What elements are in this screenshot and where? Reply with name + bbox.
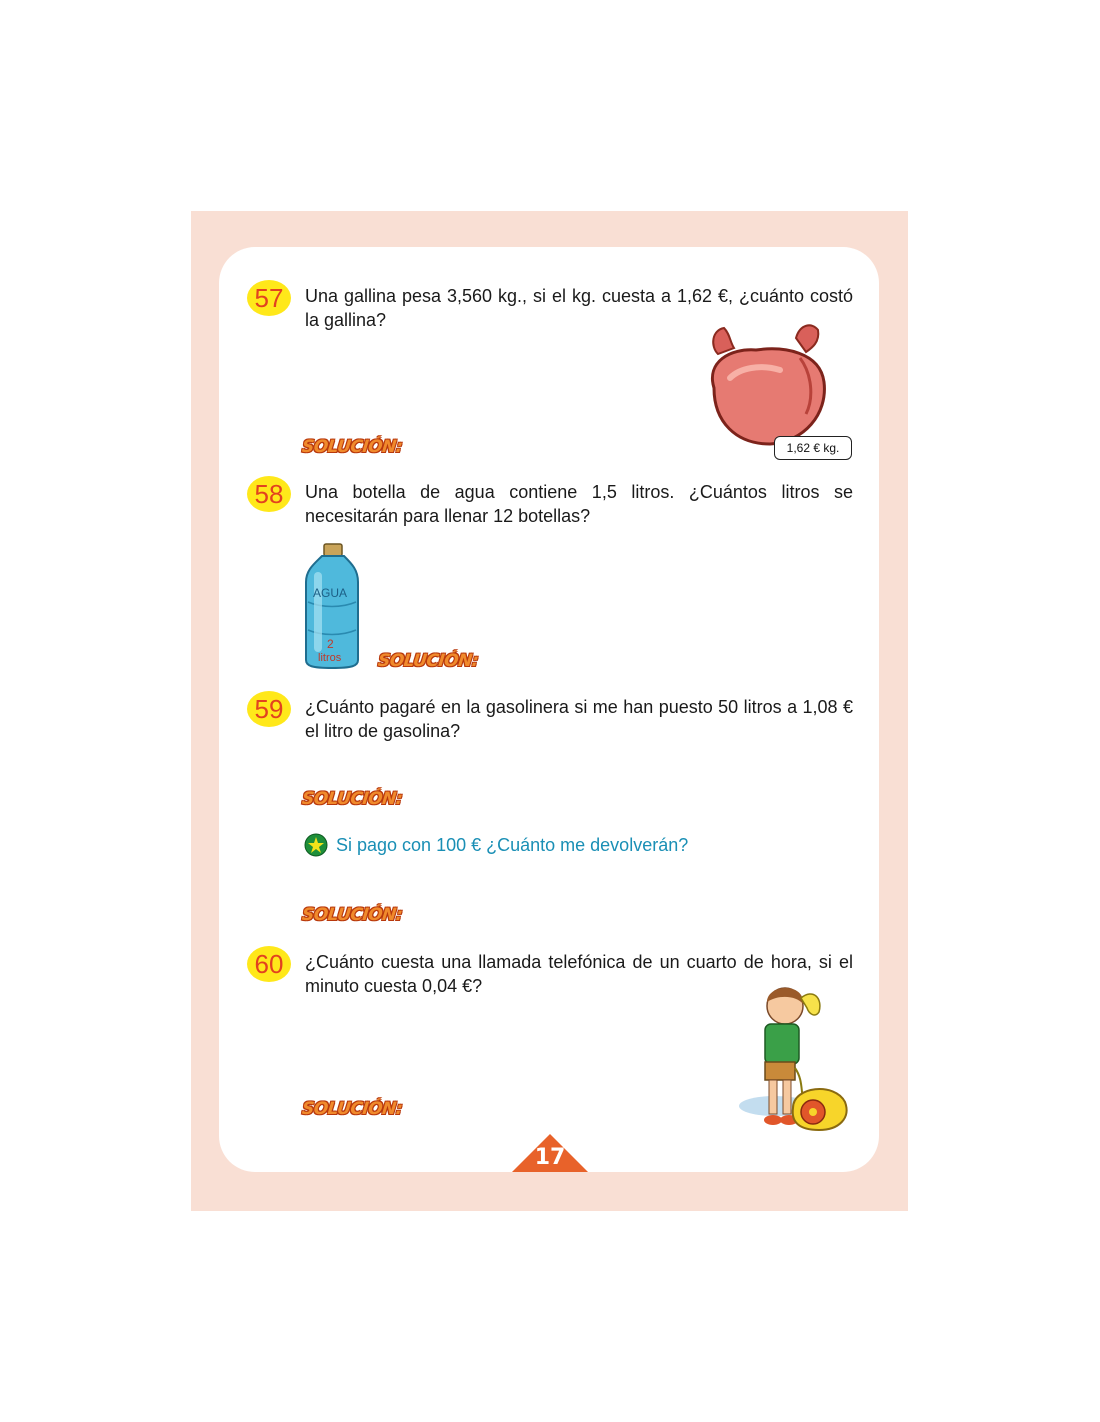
- bottle-size: 2: [327, 637, 334, 651]
- price-tag: 1,62 € kg.: [774, 436, 852, 460]
- boy-on-phone-illustration: [735, 978, 855, 1136]
- extra-question-text: Si pago con 100 € ¿Cuánto me devolverán?: [336, 834, 689, 855]
- problem-57-number: 57: [247, 280, 291, 316]
- page-number: 17: [534, 1145, 566, 1170]
- chicken-illustration: [700, 318, 832, 450]
- bottle-label: AGUA: [313, 586, 348, 600]
- problem-58-solution-label: SOLUCIÓN:: [376, 651, 480, 671]
- problem-60-number: 60: [247, 946, 291, 982]
- problem-59-extra-question: [304, 833, 688, 857]
- problem-57-solution-label: SOLUCIÓN:: [300, 437, 404, 457]
- problem-59-solution-label: SOLUCIÓN:: [300, 789, 404, 809]
- problem-59-extra-solution-label: SOLUCIÓN:: [300, 905, 404, 925]
- green-star-bullet-icon: [304, 833, 328, 857]
- problem-58-number: 58: [247, 476, 291, 512]
- problem-60-solution-label: SOLUCIÓN:: [300, 1099, 404, 1119]
- problem-57-text: Una gallina pesa 3,560 kg., si el kg. cuesta a 1,62 €, ¿cuánto costó la gallina?: [305, 286, 853, 330]
- problem-59-number: 59: [247, 691, 291, 727]
- problem-59-text: ¿Cuánto pagaré en la gasolinera si me han puesto 50 litros a 1,08 € el litro de gasolina?: [305, 697, 853, 741]
- problem-60-text: ¿Cuánto cuesta una llamada telefónica de un cuarto de hora, si el minuto cuesta 0,04 €?: [305, 952, 853, 996]
- problem-58-text: Una botella de agua contiene 1,5 litros. ¿Cuántos litros se necesitarán para llenar 12 botellas?: [305, 482, 853, 526]
- bottle-unit: litros: [318, 652, 342, 664]
